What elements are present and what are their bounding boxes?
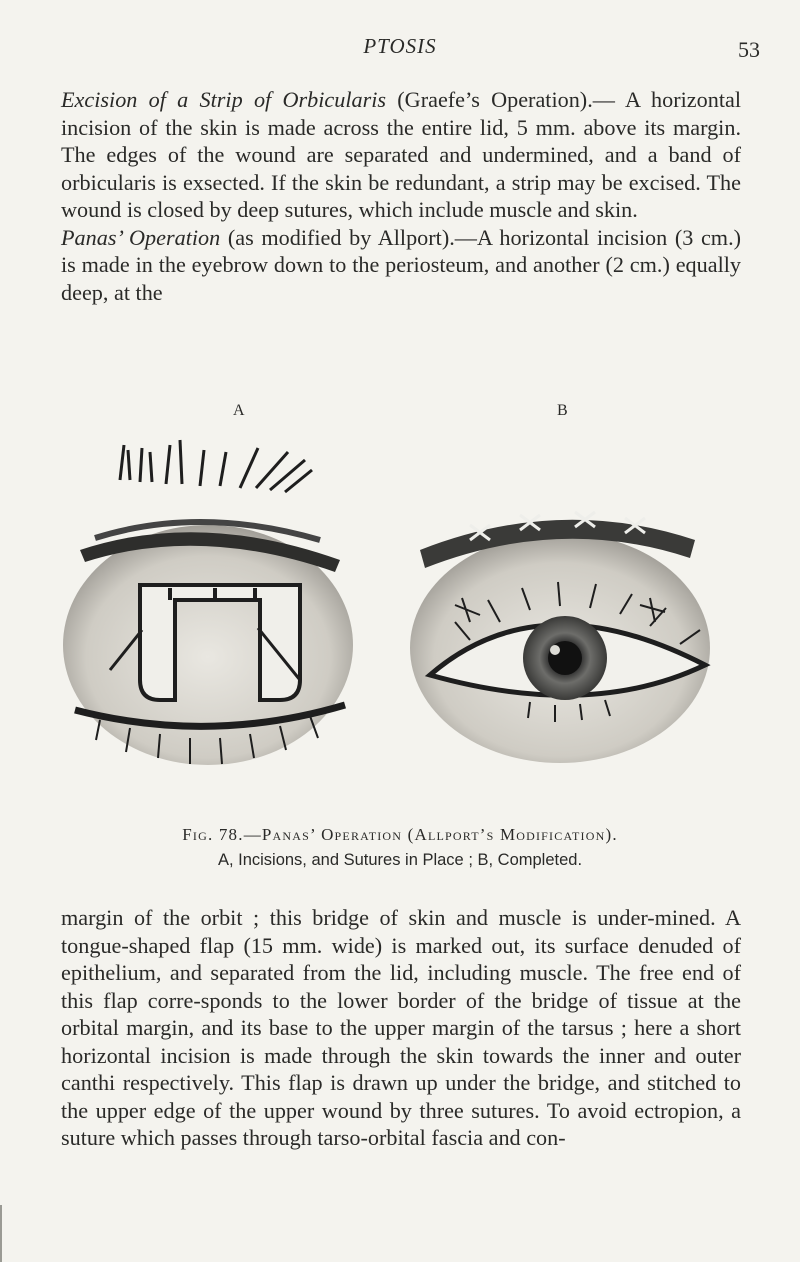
- paragraph-graefe-title-suffix: (Graefe’s Operation).—: [386, 87, 615, 112]
- paragraph-graefe-text: A horizontal incision of the skin is made across the entire lid, 5 mm. above its margin. The edges of the wound are separated and undermined, and a band of orbicularis is exsected. If the skin be redundant, a strip may be excised. The wound is closed by deep sutures, which include muscle and skin.: [61, 87, 741, 222]
- figure-caption-subtitle: A, Incisions, and Sutures in Place ; B, Completed.: [217, 851, 583, 869]
- figure-illustration: [0, 400, 800, 820]
- panel-b-eye-completed: [410, 512, 710, 763]
- paragraph-graefe-title: Excision of a Strip of Orbicularis: [61, 87, 387, 112]
- figure-caption-title: Fig. 78.—Panas’ Operation (Allport’s Modification).: [182, 825, 618, 844]
- figure-label-a: A: [233, 402, 246, 419]
- figure-78: [0, 400, 800, 820]
- page-edge-shadow: [0, 1205, 2, 1262]
- paragraph-continuation: margin of the orbit ; this bridge of skin and muscle is under-mined. A tongue-shaped flap (15 mm. wide) is marked out, its surface denuded of epithelium, and separated from the lid, including muscle. The free end of this flap corre-sponds to the lower border of the bridge of tissue at the orbital margin, and its base to the upper margin of the tarsus ; here a short horizontal incision is made through the skin towards the inner and outer canthi respectively. This flap is drawn up under the bridge, and stitched to the upper edge of the upper wound by three sutures. To avoid ectropion, a suture which passes through tarso-orbital fascia and con-: [61, 905, 741, 1150]
- figure-label-b: B: [557, 402, 569, 419]
- panel-a-eye-incisions: [63, 440, 353, 765]
- paragraph-panas-text: (as modified by Allport).—A horizontal incision (3 cm.) is made in the eyebrow down to the periosteum, and another (2 cm.) equally deep, at the: [61, 224, 742, 305]
- paragraph-panas: [61, 224, 741, 307]
- panel-a-eyebrow-hairs: [120, 440, 312, 492]
- bottom-text-block: [61, 904, 741, 1152]
- paragraph-graefe: [61, 86, 741, 224]
- paragraph-panas-title: Panas’ Operation: [61, 224, 221, 250]
- page-number: 53: [738, 37, 760, 62]
- running-title: PTOSIS: [363, 34, 437, 58]
- top-text-block: [61, 86, 741, 306]
